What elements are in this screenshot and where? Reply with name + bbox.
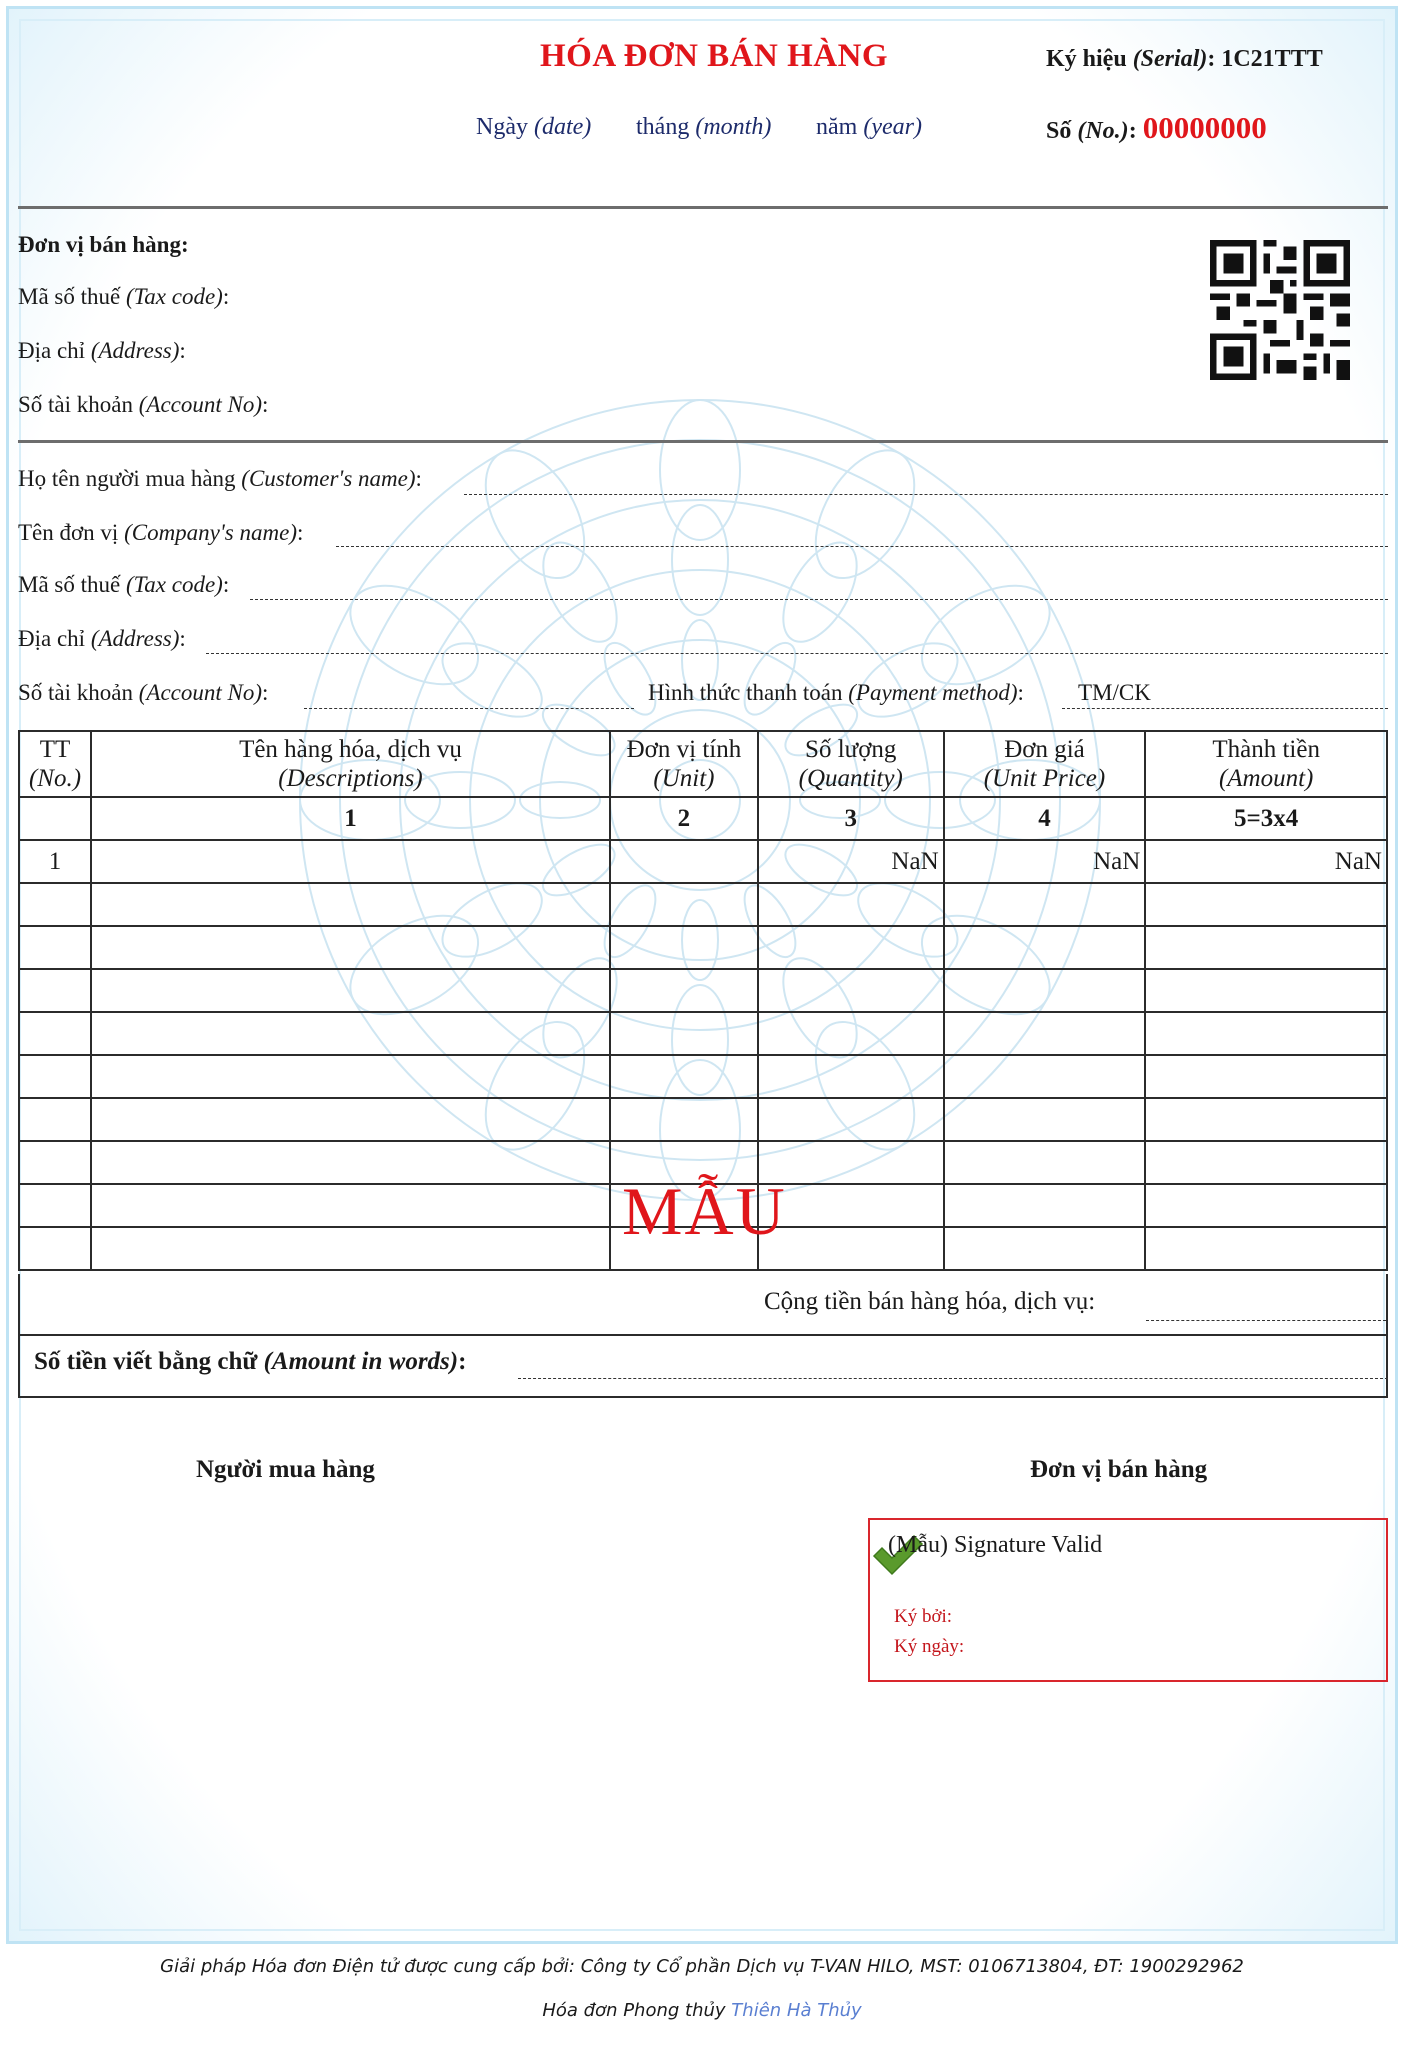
col-header-no: TT (No.) — [19, 731, 91, 797]
empty-cell[interactable] — [91, 1184, 610, 1227]
buyer-account — [18, 680, 268, 706]
table-row[interactable] — [19, 969, 1387, 1012]
provider-footer: Giải pháp Hóa đơn Điện tử được cung cấp bởi: Công ty Cổ phần Dịch vụ T-VAN HILO, MST: 0106713804, ĐT: 1900292962 — [160, 1956, 1244, 1977]
day-label: Ngày — [476, 114, 528, 140]
theme-brand-link[interactable]: Thiên Hà Thủy — [731, 2000, 862, 2021]
invoice-number: 00000000 — [1142, 110, 1267, 145]
words-colon: : — [458, 1348, 467, 1375]
totals-divider — [20, 1334, 1386, 1336]
empty-cell[interactable] — [91, 969, 610, 1012]
date-year — [816, 114, 922, 141]
divider-top — [18, 206, 1388, 209]
theme-footer — [0, 2000, 1404, 2021]
qr-code-icon — [1210, 240, 1350, 380]
year-label-en: (year) — [863, 114, 922, 140]
empty-cell[interactable] — [758, 969, 944, 1012]
divider-middle — [18, 440, 1388, 443]
empty-cell[interactable] — [91, 1012, 610, 1055]
month-label-en: (month) — [695, 114, 772, 140]
empty-cell[interactable] — [19, 1141, 91, 1184]
buyer-account-label: Số tài khoản — [18, 680, 133, 705]
totals-box — [18, 1274, 1388, 1398]
empty-cell[interactable] — [1145, 1012, 1387, 1055]
signed-date-label: Ký ngày: — [894, 1636, 965, 1657]
empty-cell[interactable] — [610, 1098, 758, 1141]
empty-cell[interactable] — [1145, 1141, 1387, 1184]
subtotal-label: Cộng tiền bán hàng hóa, dịch vụ: — [764, 1288, 1096, 1315]
subtotal-field[interactable] — [1146, 1320, 1386, 1321]
invoice-title: HÓA ĐƠN BÁN HÀNG — [540, 38, 889, 74]
buyer-tax-colon: : — [222, 572, 230, 597]
seller-account-label-en: (Account No) — [138, 392, 263, 417]
empty-cell[interactable] — [944, 1141, 1146, 1184]
payment-method-field[interactable] — [1062, 708, 1388, 709]
empty-cell[interactable] — [19, 1098, 91, 1141]
buyer-customer-label: Họ tên người mua hàng — [18, 466, 236, 491]
buyer-company-colon: : — [296, 520, 304, 545]
empty-cell[interactable] — [758, 1055, 944, 1098]
buyer-address-label-en: (Address) — [90, 626, 180, 651]
serial-label: Ký hiệu — [1046, 46, 1127, 72]
empty-cell[interactable] — [91, 883, 610, 926]
invoice-number-line — [1046, 110, 1267, 146]
row-amount: NaN — [1145, 840, 1387, 883]
seller-tax-label: Mã số thuế — [18, 284, 121, 309]
buyer-tax-label-en: (Tax code) — [125, 572, 223, 597]
empty-cell[interactable] — [610, 1055, 758, 1098]
no-colon: : — [1128, 118, 1137, 144]
empty-cell[interactable] — [758, 926, 944, 969]
table-header-row — [19, 731, 1387, 797]
empty-cell[interactable] — [758, 1012, 944, 1055]
empty-cell[interactable] — [1145, 1184, 1387, 1227]
seller-heading: Đơn vị bán hàng: — [18, 232, 189, 257]
buyer-customer-colon: : — [415, 466, 422, 491]
index-cell: 3 — [758, 797, 944, 840]
serial-line — [1046, 46, 1323, 73]
seller-address-label-en: (Address) — [90, 338, 180, 363]
table-row[interactable] — [19, 1055, 1387, 1098]
empty-cell[interactable] — [91, 926, 610, 969]
col-header-unit: Đơn vị tính (Unit) — [610, 731, 758, 797]
row-desc[interactable] — [91, 840, 610, 883]
company-name-field[interactable] — [336, 546, 1388, 547]
seller-signature-title: Đơn vị bán hàng — [1030, 1456, 1208, 1483]
seller-account-colon: : — [262, 392, 269, 417]
empty-cell[interactable] — [1145, 1055, 1387, 1098]
index-cell: 1 — [91, 797, 610, 840]
payment-label: Hình thức thanh toán — [648, 680, 843, 705]
amount-in-words-field[interactable] — [518, 1378, 1388, 1379]
buyer-account-label-en: (Account No) — [138, 680, 263, 705]
seller-account — [18, 392, 268, 418]
seller-account-label: Số tài khoản — [18, 392, 133, 417]
empty-cell[interactable] — [944, 1098, 1146, 1141]
empty-cell[interactable] — [19, 1012, 91, 1055]
col-header-price: Đơn giá (Unit Price) — [944, 731, 1146, 797]
empty-cell[interactable] — [610, 926, 758, 969]
empty-cell[interactable] — [19, 1184, 91, 1227]
serial-label-en: (Serial) — [1132, 46, 1208, 72]
day-label-en: (date) — [533, 114, 592, 140]
year-label: năm — [816, 114, 858, 140]
payment-label-en: (Payment method) — [848, 680, 1018, 705]
empty-cell[interactable] — [944, 1184, 1146, 1227]
empty-cell[interactable] — [610, 883, 758, 926]
empty-cell[interactable] — [19, 1227, 91, 1270]
customer-name-field[interactable] — [464, 494, 1388, 495]
digital-signature-box[interactable] — [868, 1518, 1388, 1682]
payment-method-value: TM/CK — [1078, 680, 1151, 705]
index-cell — [19, 797, 91, 840]
empty-cell[interactable] — [19, 883, 91, 926]
signature-valid-text: (Mẫu) Signature Valid — [888, 1532, 1103, 1558]
table-row[interactable] — [19, 840, 1387, 883]
seller-tax-colon: : — [222, 284, 230, 309]
theme-prefix: Hóa đơn Phong thủy — [542, 2000, 726, 2021]
empty-cell[interactable] — [944, 969, 1146, 1012]
buyer-tax — [18, 572, 229, 598]
col-header-qty: Số lượng (Quantity) — [758, 731, 944, 797]
buyer-company — [18, 520, 303, 546]
col-header-amount: Thành tiền (Amount) — [1145, 731, 1387, 797]
seller-address-label: Địa chỉ — [18, 338, 86, 363]
serial-value: : 1C21TTT — [1207, 46, 1323, 72]
buyer-account-colon: : — [262, 680, 269, 705]
buyer-tax-field[interactable] — [250, 599, 1388, 600]
index-cell: 4 — [944, 797, 1146, 840]
words-label-en: (Amount in words) — [263, 1348, 459, 1375]
table-row[interactable] — [19, 1098, 1387, 1141]
buyer-signature-title: Người mua hàng — [196, 1456, 375, 1483]
buyer-address — [18, 626, 186, 652]
seller-address — [18, 338, 186, 364]
empty-cell[interactable] — [91, 1055, 610, 1098]
seller-address-colon: : — [179, 338, 186, 363]
buyer-tax-label: Mã số thuế — [18, 572, 121, 597]
signed-by-label: Ký bởi: — [894, 1606, 953, 1627]
empty-cell[interactable] — [944, 1055, 1146, 1098]
payment-colon: : — [1017, 680, 1024, 705]
empty-cell[interactable] — [944, 926, 1146, 969]
table-row[interactable] — [19, 1012, 1387, 1055]
table-row[interactable] — [19, 926, 1387, 969]
buyer-customer-label-en: (Customer's name) — [241, 466, 416, 491]
empty-cell[interactable] — [91, 1098, 610, 1141]
empty-cell[interactable] — [91, 1227, 610, 1270]
empty-cell[interactable] — [944, 883, 1146, 926]
buyer-address-field[interactable] — [206, 653, 1388, 654]
seller-tax-label-en: (Tax code) — [125, 284, 223, 309]
month-label: tháng — [636, 114, 690, 140]
empty-cell[interactable] — [1145, 883, 1387, 926]
empty-cell[interactable] — [1145, 1227, 1387, 1270]
sample-watermark: MẪU — [622, 1173, 787, 1249]
empty-cell[interactable] — [758, 883, 944, 926]
row-unit[interactable] — [610, 840, 758, 883]
index-cell: 5=3x4 — [1145, 797, 1387, 840]
empty-cell[interactable] — [19, 969, 91, 1012]
date-day — [476, 114, 591, 141]
empty-cell[interactable] — [91, 1141, 610, 1184]
date-month — [636, 114, 771, 141]
empty-cell[interactable] — [758, 1098, 944, 1141]
seller-tax — [18, 284, 229, 310]
empty-cell[interactable] — [19, 926, 91, 969]
buyer-account-field[interactable] — [304, 708, 634, 709]
payment-method — [648, 680, 1024, 706]
column-index-row — [19, 797, 1387, 840]
words-label: Số tiền viết bằng chữ — [34, 1348, 258, 1375]
empty-cell[interactable] — [1145, 926, 1387, 969]
buyer-company-label: Tên đơn vị — [18, 520, 119, 545]
empty-cell[interactable] — [1145, 1098, 1387, 1141]
buyer-address-label: Địa chỉ — [18, 626, 86, 651]
empty-cell[interactable] — [610, 1012, 758, 1055]
row-qty[interactable]: NaN — [758, 840, 944, 883]
empty-cell[interactable] — [19, 1055, 91, 1098]
no-label-en: (No.) — [1077, 118, 1129, 144]
empty-cell[interactable] — [944, 1012, 1146, 1055]
empty-cell[interactable] — [610, 969, 758, 1012]
buyer-customer — [18, 466, 422, 492]
index-cell: 2 — [610, 797, 758, 840]
row-price[interactable]: NaN — [944, 840, 1146, 883]
empty-cell[interactable] — [1145, 969, 1387, 1012]
col-header-desc: Tên hàng hóa, dịch vụ (Descriptions) — [91, 731, 610, 797]
buyer-address-colon: : — [179, 626, 186, 651]
table-row[interactable] — [19, 883, 1387, 926]
no-label: Số — [1046, 118, 1072, 144]
row-no: 1 — [19, 840, 91, 883]
amount-in-words — [34, 1348, 466, 1376]
buyer-company-label-en: (Company's name) — [124, 520, 297, 545]
empty-cell[interactable] — [944, 1227, 1146, 1270]
